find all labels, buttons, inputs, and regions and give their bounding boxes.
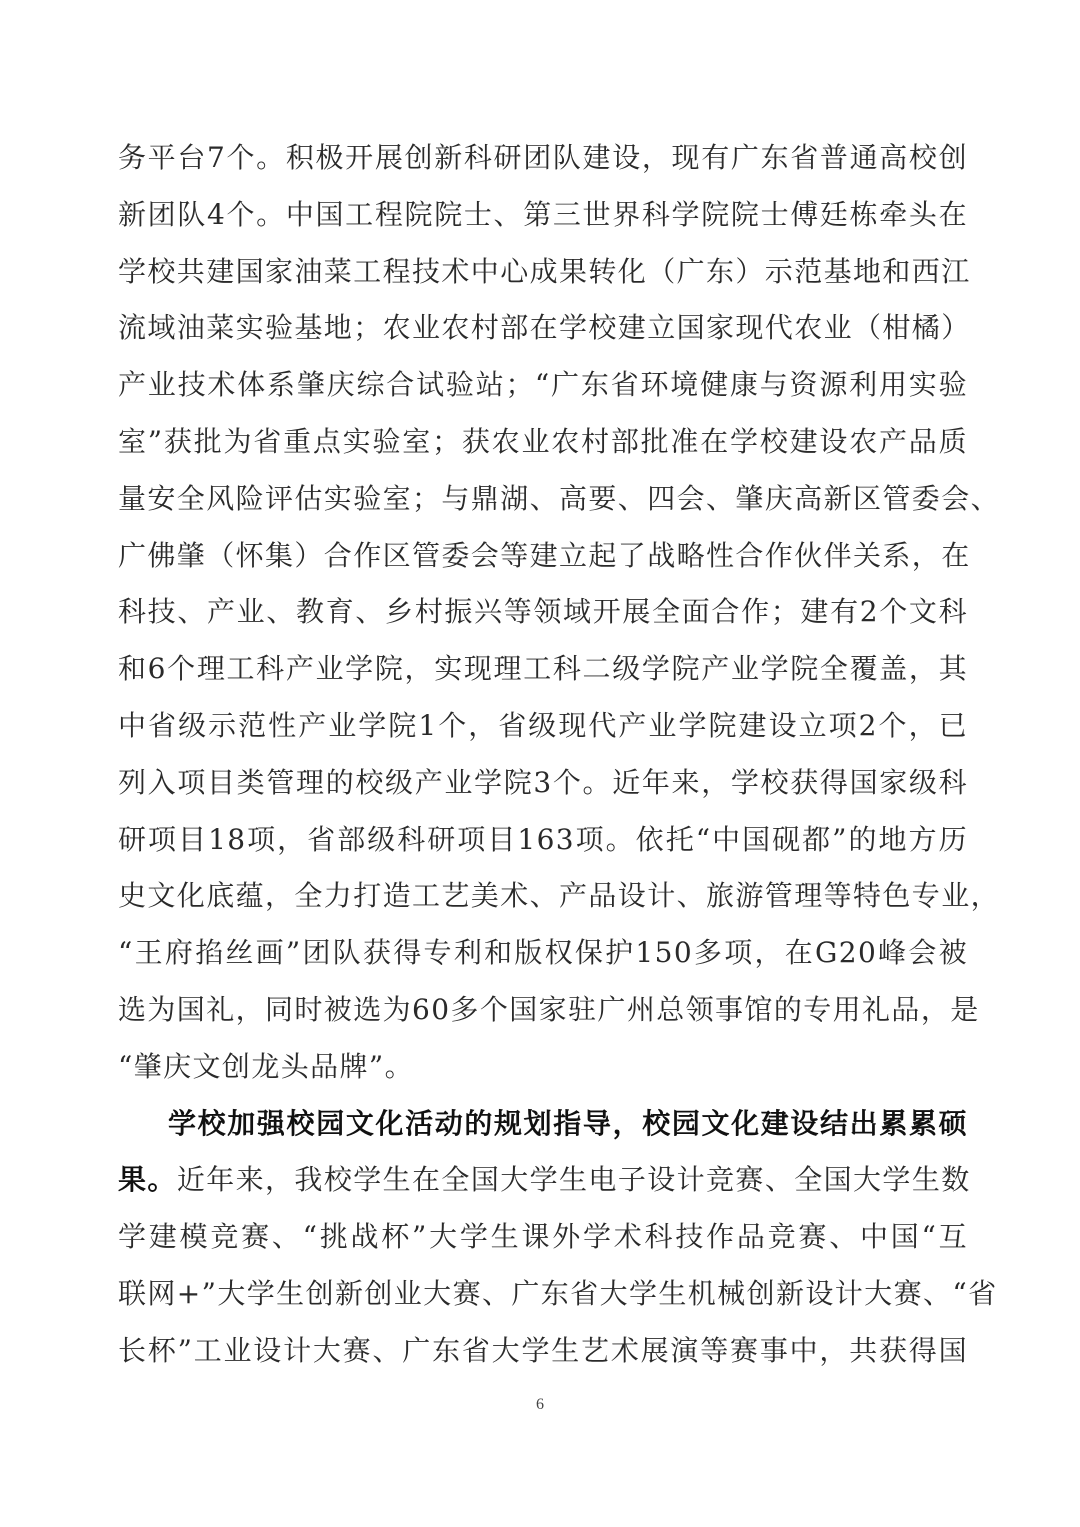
text-line: 中省级示范性产业学院1个，省级现代产业学院建设立项2个，已: [118, 708, 968, 742]
text-line: “王府掐丝画”团队获得专利和版权保护150多项，在G20峰会被: [118, 936, 968, 970]
page-number: 6: [536, 1396, 544, 1413]
paragraph: [118, 1096, 998, 1380]
text-line: 和6个理工科产业学院，实现理工科二级学院产业学院全覆盖，其: [118, 652, 968, 686]
text-line: 务平台7个。积极开展创新科研团队建设，现有广东省普通高校创: [118, 141, 968, 174]
text-line: 产业技术体系肇庆综合试验站；“广东省环境健康与资源利用实验: [118, 368, 968, 402]
bold-topic-sentence-end: 果。: [118, 1163, 177, 1197]
text-run: 近年来，我校学生在全国大学生电子设计竞赛、全国大学生数: [176, 1163, 971, 1197]
text-line: 长杯”工业设计大赛、广东省大学生艺术展演等赛事中，共获得国: [118, 1333, 968, 1367]
text-line: 列入项目类管理的校级产业学院3个。近年来，学校获得国家级科: [118, 765, 968, 799]
text-line: 学校共建国家油菜工程技术中心成果转化（广东）示范基地和西江: [118, 254, 971, 288]
text-line: 联网+”大学生创新创业大赛、广东省大学生机械创新设计大赛、“省: [118, 1276, 998, 1310]
text-line: [118, 1152, 971, 1209]
text-line: 流域油菜实验基地；农业农村部在学校建立国家现代农业（柑橘）: [118, 311, 971, 345]
text-line: 史文化底蕴，全力打造工艺美术、产品设计、旅游管理等特色专业，: [118, 879, 1001, 913]
text-line: 广佛肇（怀集）合作区管委会等建立起了战略性合作伙伴关系，在: [118, 538, 971, 572]
text-line: 室”获批为省重点实验室；获农业农村部批准在学校建设农产品质: [118, 424, 968, 458]
text-line: 科技、产业、教育、乡村振兴等领域开展全面合作；建有2个文科: [118, 595, 968, 629]
text-line: 研项目18项，省部级科研项目163项。依托“中国砚都”的地方历: [118, 822, 968, 856]
text-line: 量安全风险评估实验室；与鼎湖、高要、四会、肇庆高新区管委会、: [118, 481, 1001, 515]
paragraph: [118, 130, 1001, 1096]
text-line: “肇庆文创龙头品牌”。: [118, 1049, 415, 1083]
text-line: 学建模竞赛、“挑战杯”大学生课外学术科技作品竞赛、中国“互: [118, 1220, 968, 1254]
body-text: [118, 130, 1001, 1380]
text-line: 选为国礼，同时被选为60多个国家驻广州总领事馆的专用礼品，是: [118, 992, 980, 1026]
bold-topic-sentence: 学校加强校园文化活动的规划指导，校园文化建设结出累累硕: [168, 1106, 968, 1140]
text-line: 新团队4个。中国工程院院士、第三世界科学院院士傅廷栋牵头在: [118, 197, 968, 231]
